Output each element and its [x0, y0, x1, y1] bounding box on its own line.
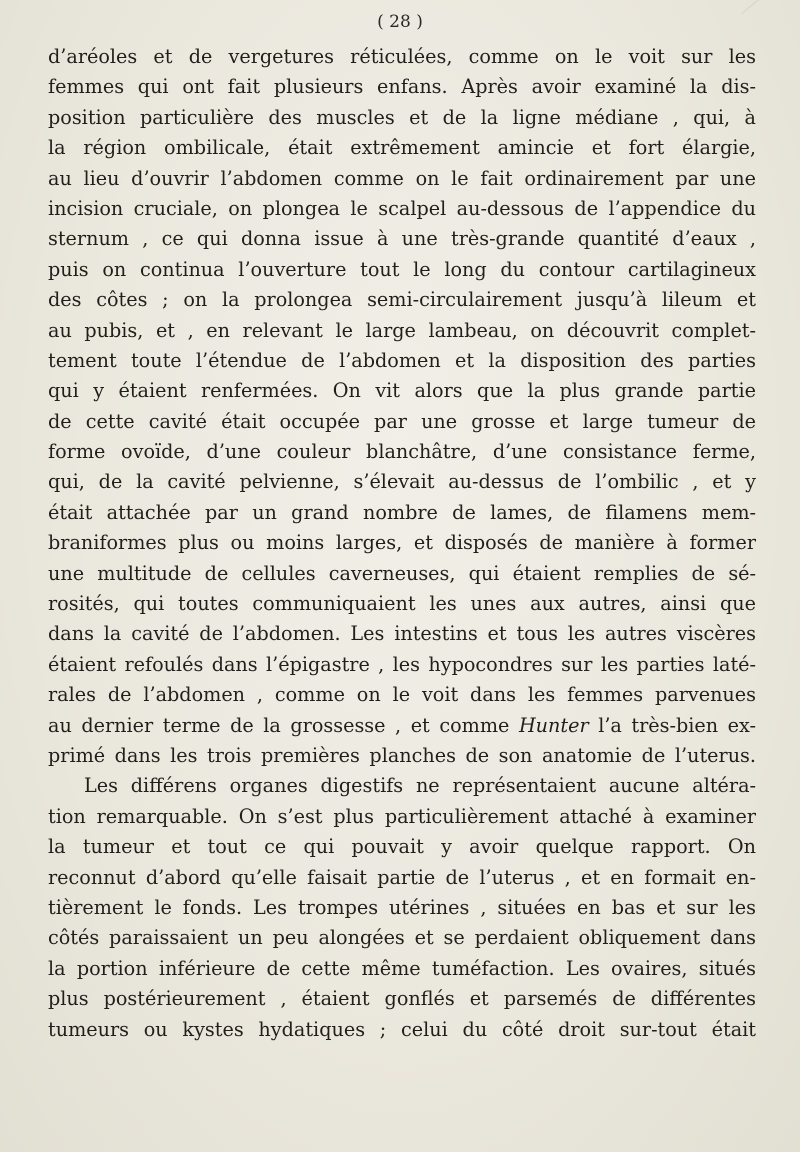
text-line: au lieu d’ouvrir l’abdomen comme on le fait ordinairement par une [48, 166, 756, 190]
text-line: au pubis, et , en relevant le large lambeau, on découvrit complet- [48, 318, 756, 342]
text-line: la région ombilicale, était extrêmement amincie et fort élargie, [48, 136, 756, 160]
text-line: reconnut d’abord qu’elle faisait partie de l’uterus , et en formait en- [48, 865, 756, 889]
text-line: la tumeur et tout ce qui pouvait y avoir quelque rapport. On [48, 835, 756, 859]
text-line: femmes qui ont fait plusieurs enfans. Après avoir examiné la dis- [48, 75, 756, 99]
text-line: plus postérieurement , étaient gonflés et parsemés de différentes [48, 987, 756, 1011]
text-line: la portion inférieure de cette même tuméfaction. Les ovaires, situés [48, 956, 756, 980]
body-text [48, 42, 756, 1045]
text-line-with-citation [48, 711, 756, 741]
text-line: tumeurs ou kystes hydatiques ; celui du côté droit sur-tout était [48, 1017, 756, 1041]
text-line: rales de l’abdomen , comme on le voit dans les femmes parvenues [48, 683, 756, 707]
text-line: primé dans les trois premières planches de son anatomie de l’uterus. [48, 743, 756, 767]
text-line: rosités, qui toutes communiquaient les unes aux autres, ainsi que [48, 592, 756, 616]
text-line: dans la cavité de l’abdomen. Les intestins et tous les autres viscères [48, 622, 756, 646]
text-fragment: l’a très-bien ex- [598, 713, 756, 737]
text-line: était attachée par un grand nombre de lames, de filamens mem- [48, 500, 756, 524]
text-line: forme ovoïde, d’une couleur blanchâtre, d’une consistance ferme, [48, 440, 756, 464]
text-line: incision cruciale, on plongea le scalpel au-dessous de l’appendice du [48, 196, 756, 220]
author-name-italic: Hunter [518, 713, 589, 737]
text-line: côtés paraissaient un peu alongées et se perdaient obliquement dans [48, 926, 756, 950]
text-fragment: au dernier terme de la grossesse , et comme [48, 713, 510, 737]
text-line: tement toute l’étendue de l’abdomen et la disposition des parties [48, 348, 756, 372]
text-line: braniformes plus ou moins larges, et disposés de manière à former [48, 531, 756, 555]
text-line: qui, de la cavité pelvienne, s’élevait au-dessus de l’ombilic , et y [48, 470, 756, 494]
text-line: étaient refoulés dans l’épigastre , les hypocondres sur les parties laté- [48, 652, 756, 676]
text-line: sternum , ce qui donna issue à une très-grande quantité d’eaux , [48, 227, 756, 251]
text-line: qui y étaient renfermées. On vit alors que la plus grande partie [48, 379, 756, 403]
text-line: tion remarquable. On s’est plus particulièrement attaché à examiner [48, 804, 756, 828]
text-line: d’aréoles et de vergetures réticulées, comme on le voit sur les [48, 45, 756, 68]
text-line-paragraph-start: Les différens organes digestifs ne représentaient aucune altéra- [84, 774, 756, 798]
text-line: position particulière des muscles et de la ligne médiane , qui, à [48, 105, 756, 129]
text-line: des côtes ; on la prolongea semi-circulairement jusqu’à lileum et [48, 288, 756, 312]
text-line: de cette cavité était occupée par une grosse et large tumeur de [48, 409, 756, 433]
text-line: tièrement le fonds. Les trompes utérines , situées en bas et sur les [48, 895, 756, 919]
text-line: puis on continua l’ouverture tout le long du contour cartilagineux [48, 257, 756, 281]
text-line: une multitude de cellules caverneuses, qui étaient remplies de sé- [48, 561, 756, 585]
page-number: ( 28 ) [377, 12, 423, 32]
